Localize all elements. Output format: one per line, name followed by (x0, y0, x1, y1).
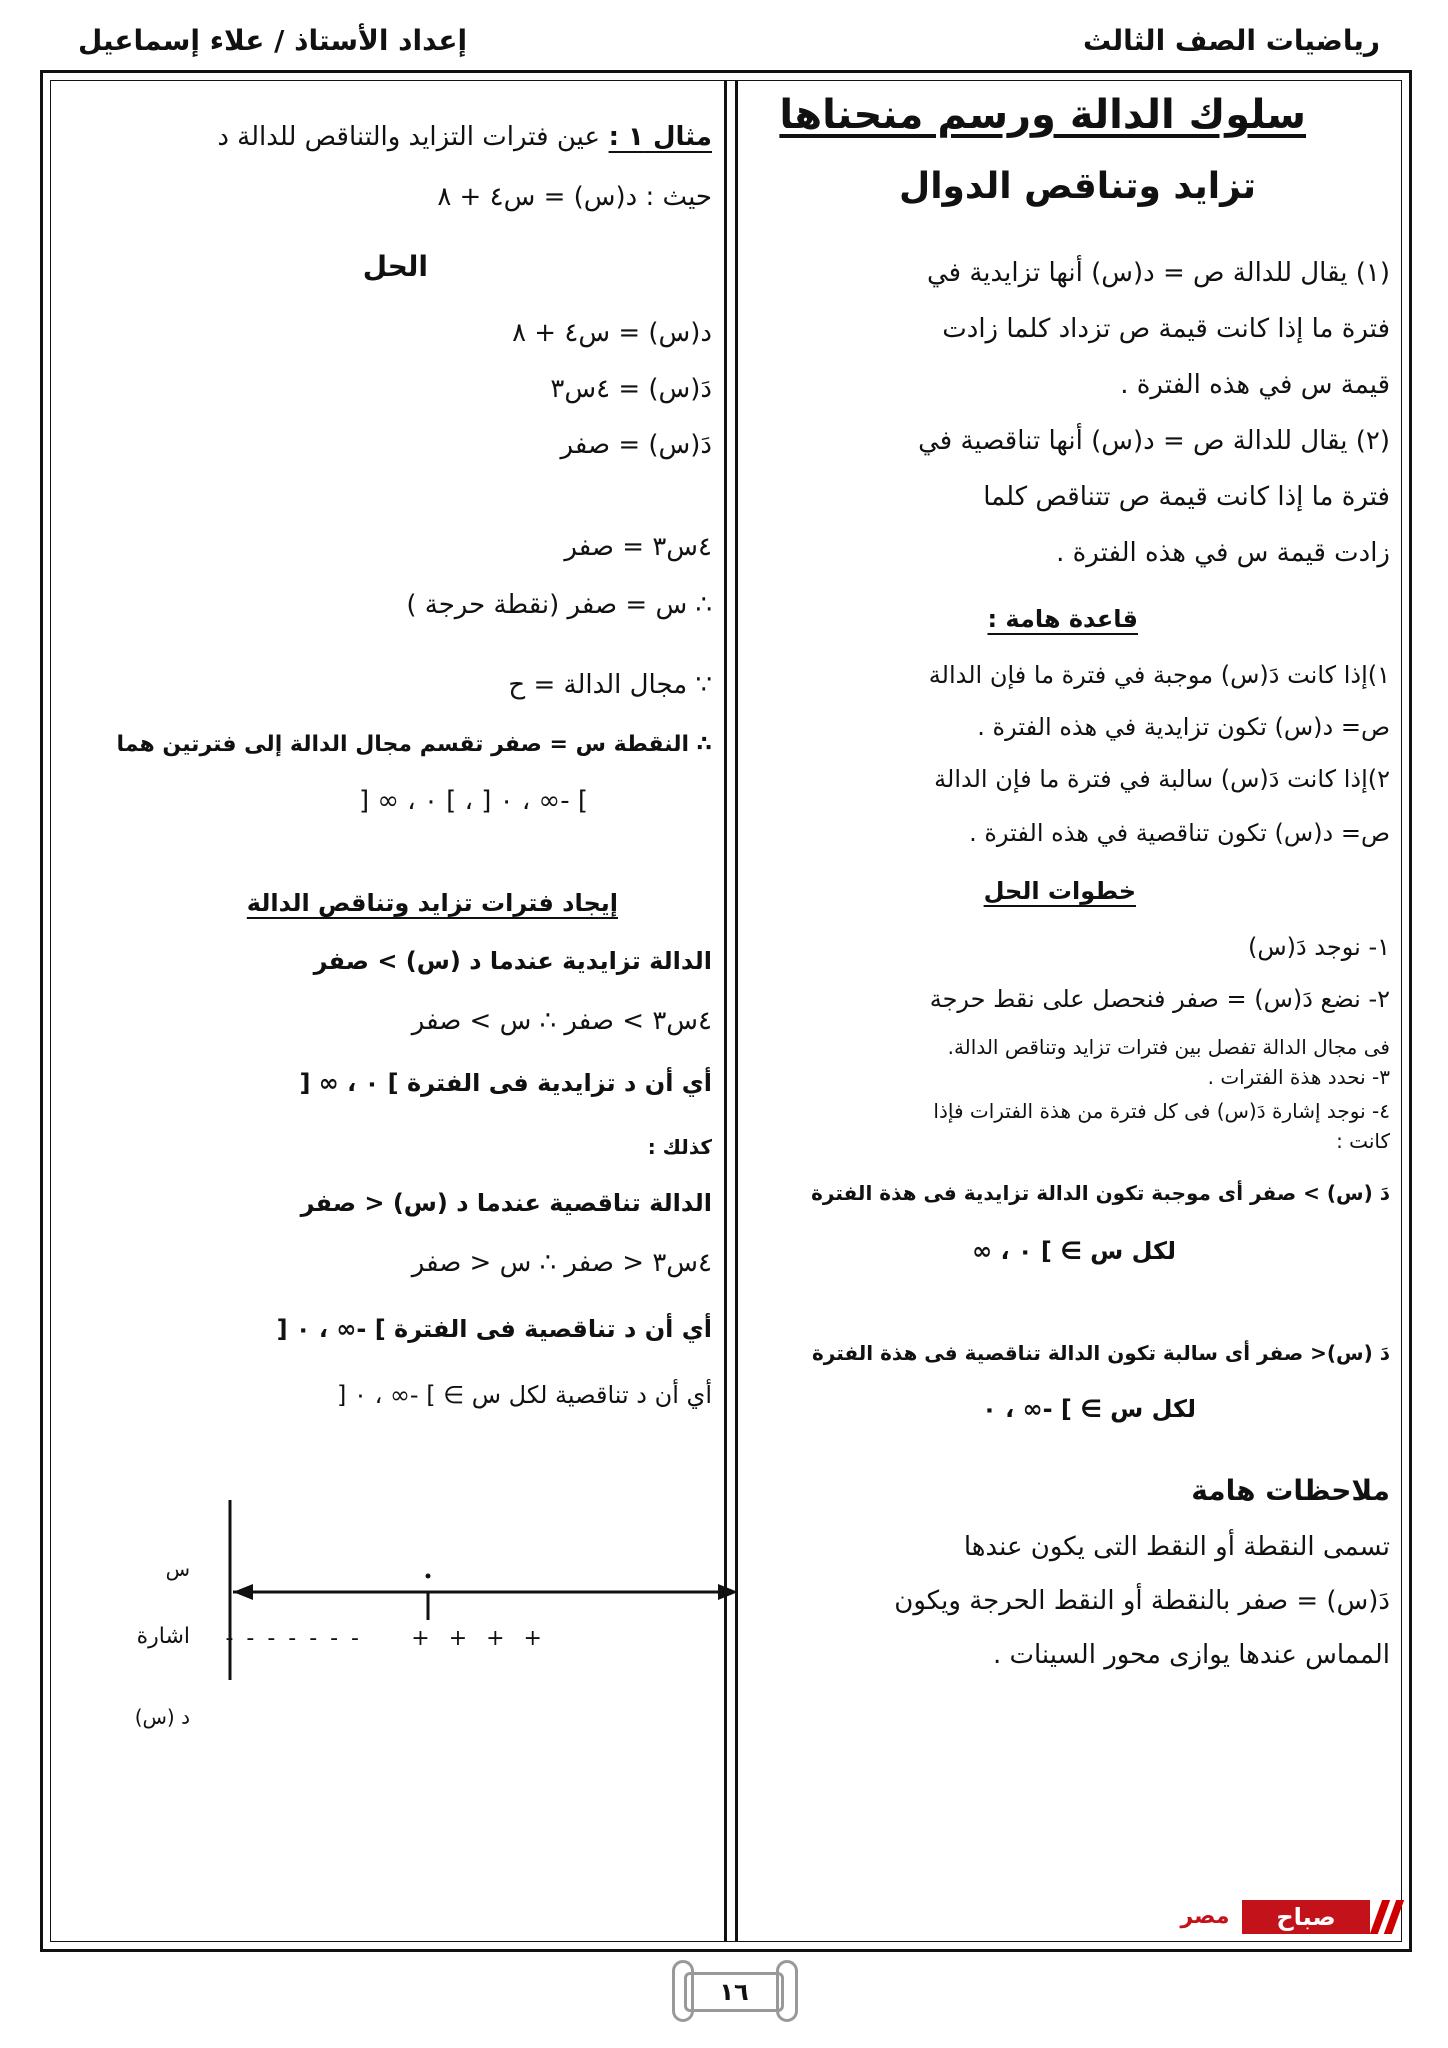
sabah-misr-logo (1170, 1898, 1400, 1936)
chart-critical-point (426, 1574, 431, 1579)
decreasing-line1: الدالة تناقصية عندما د (س) < صفر (300, 1189, 712, 1217)
chart-minus-signs: - - - - - - - (225, 1626, 362, 1651)
solution-step3: دَ(س) = صفر (560, 430, 712, 460)
page-header (70, 24, 1380, 74)
steps-title: خطوات الحل (983, 877, 1136, 905)
example-line1: عين فترات التزايد والتناقص للدالة د (217, 122, 600, 152)
example-label: مثال ١ : (608, 122, 712, 152)
def1-line1: (١) يقال للدالة ص = د(س) أنها تزايدية في (926, 258, 1390, 288)
decreasing-line3: أي أن د تناقصية فى الفترة ] -∞ ، ٠ [ (276, 1315, 712, 1343)
case-negative-interval: لكل س ∋ ] -∞ ، ٠ (982, 1395, 1196, 1423)
page-number-scroll (672, 1960, 798, 2022)
header-subject: رياضيات الصف الثالث (1082, 24, 1380, 57)
solution-step7: ∴ النقطة س = صفر تقسم مجال الدالة إلى فترتين هما (116, 732, 712, 757)
chart-function-label: د (س) (134, 1705, 190, 1729)
left-column (58, 90, 718, 1850)
solution-label: الحل (362, 250, 428, 283)
lesson-subtitle: تزايد وتناقص الدوال (898, 166, 1256, 207)
step-1: ١- نوجد دَ(س) (1247, 933, 1390, 961)
increasing-line1: الدالة تزايدية عندما د (س) > صفر (313, 947, 712, 975)
step-2-line2: فى مجال الدالة تفصل بين فترات تزايد وتناقص الدالة. (947, 1035, 1390, 1059)
find-intervals-title: إيجاد فترات تزايد وتناقص الدالة (246, 889, 618, 917)
also-label: كذلك : (647, 1135, 712, 1159)
header-author: إعداد الأستاذ / علاء إسماعيل (78, 24, 468, 57)
step-4-line1: ٤- نوجد إشارة دَ(س) فى كل فترة من هذة الفترات فإذا (933, 1099, 1390, 1123)
page-number: ١٦ (684, 1972, 784, 2012)
right-column (746, 90, 1396, 1850)
chart-sign-label: اشارة (136, 1624, 190, 1649)
case-positive: دَ (س) > صفر أى موجبة تكون الدالة تزايدية فى هذة الفترة (811, 1181, 1390, 1205)
case-positive-interval: لكل س ∋ ] ٠ ، ∞ (972, 1237, 1176, 1265)
def2-line2: فترة ما إذا كانت قيمة ص تتناقص كلما (983, 482, 1390, 512)
increasing-line3: أي أن د تزايدية فى الفترة ] ٠ ، ∞ [ (299, 1069, 712, 1097)
rule2-line1: ٢)إذا كانت دَ(س) سالبة في فترة ما فإن الدالة (934, 765, 1390, 793)
decreasing-line4: أي أن د تناقصية لكل س ∋ ] -∞ ، ٠ [ (337, 1381, 712, 1409)
step-4-line2: كانت : (1336, 1129, 1390, 1153)
def1-line3: قيمة س في هذه الفترة . (1120, 370, 1390, 400)
logo-misr-text: مصر (1180, 1904, 1230, 1929)
step-3: ٣- نحدد هذة الفترات . (1207, 1065, 1390, 1089)
chart-arrow-right (718, 1584, 738, 1600)
logo-sabah-text: صباح (1242, 1900, 1370, 1934)
solution-intervals: ] -∞ ، ٠ [ ، ] ٠ ، ∞ [ (358, 786, 588, 816)
solution-step6: ∵ مجال الدالة = ح (508, 670, 712, 700)
example-line2: حيث : د(س) = س٤ + ٨ (437, 182, 712, 212)
rule2-line2: ص= د(س) تكون تناقصية في هذه الفترة . (969, 819, 1390, 847)
def2-line3: زادت قيمة س في هذه الفترة . (1056, 538, 1390, 568)
solution-step5: ∴ س = صفر (نقطة حرجة ) (406, 590, 712, 620)
chart-x-label: س (165, 1557, 190, 1581)
solution-step1: د(س) = س٤ + ٨ (512, 318, 712, 348)
decreasing-line2: ٤س٣ < صفر ∴ س < صفر (411, 1248, 712, 1278)
note-line1: تسمى النقطة أو النقط التى يكون عندها (963, 1532, 1390, 1562)
notes-title: ملاحظات هامة (1191, 1474, 1390, 1507)
def2-line1: (٢) يقال للدالة ص = د(س) أنها تناقصية في (918, 426, 1390, 456)
note-line3: المماس عندها يوازى محور السينات . (992, 1640, 1390, 1670)
case-negative: دَ (س)< صفر أى سالبة تكون الدالة تناقصية فى هذة الفترة (811, 1341, 1390, 1365)
increasing-line2: ٤س٣ > صفر ∴ س > صفر (411, 1006, 712, 1036)
solution-step4: ٤س٣ = صفر (564, 532, 712, 562)
chart-plus-signs: + + + + (411, 1626, 548, 1651)
rule1-line1: ١)إذا كانت دَ(س) موجبة في فترة ما فإن الدالة (928, 661, 1390, 689)
rule-title: قاعدة هامة : (987, 605, 1138, 633)
rule1-line2: ص= د(س) تكون تزايدية في هذه الفترة . (977, 713, 1390, 741)
solution-step2: دَ(س) = ٤س٣ (550, 374, 712, 404)
lesson-title: سلوك الدالة ورسم منحناها (779, 92, 1306, 138)
chart-arrow-left (233, 1584, 253, 1600)
step-2-line1: ٢- نضع دَ(س) = صفر فنحصل على نقط حرجة (929, 985, 1390, 1013)
def1-line2: فترة ما إذا كانت قيمة ص تزداد كلما زادت (942, 314, 1390, 344)
note-line2: دَ(س) = صفر بالنقطة أو النقط الحرجة ويكون (894, 1586, 1390, 1616)
